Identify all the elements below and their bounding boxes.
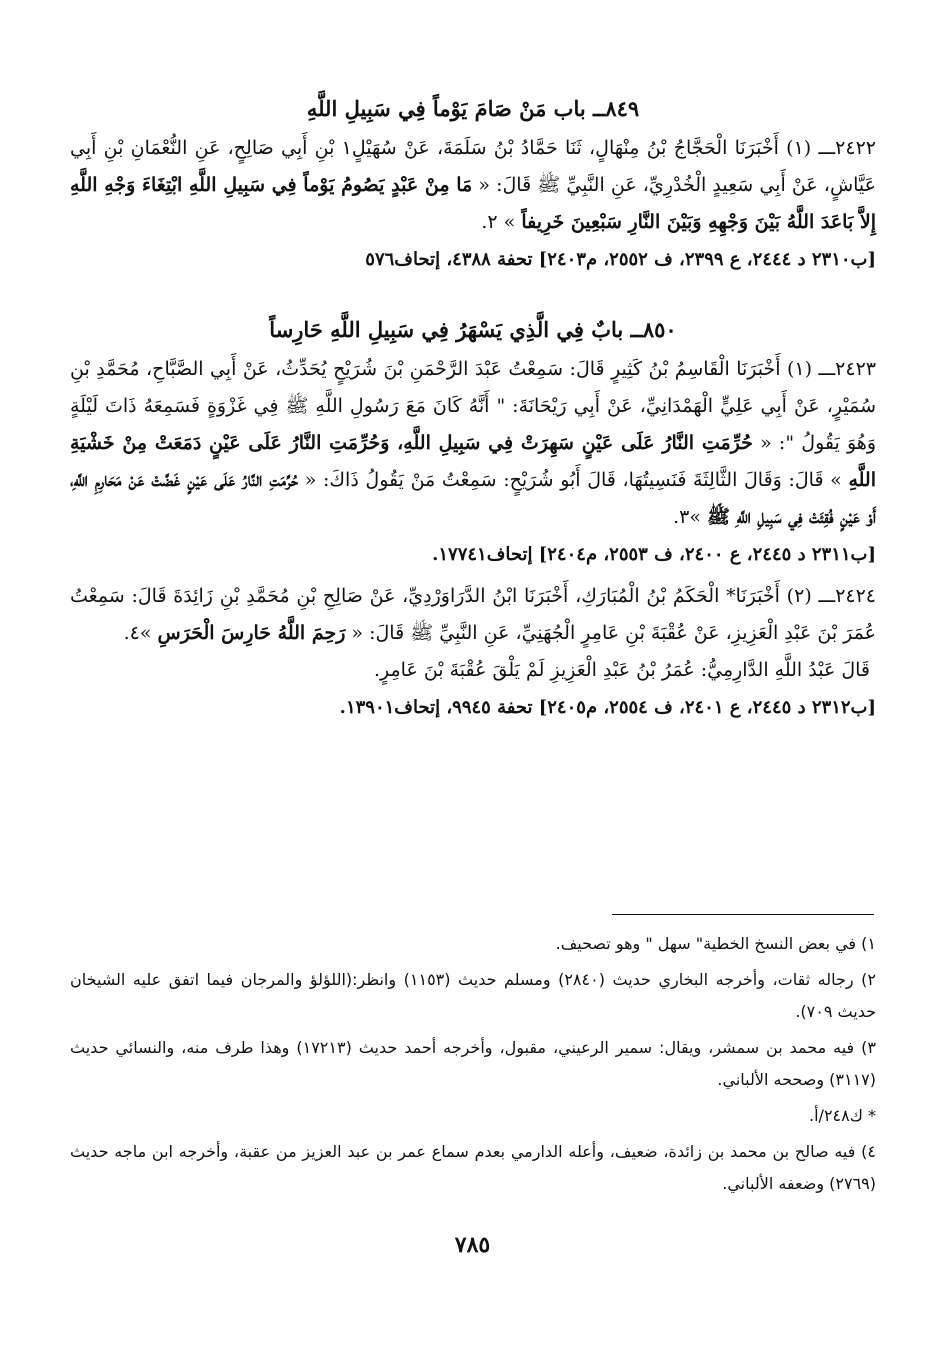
- hadith-2423-matn-1: حُرِّمَتِ النَّارُ عَلَى عَيْنٍ سَهِرَتْ فِي سَبِيلِ اللَّهِ، وَحُرِّمَتِ النَّارُ عَلَى عَيْنٍ دَمَعَتْ مِنْ خَشْيَةِ اللَّهِ: [70, 432, 876, 491]
- chapter-heading-849: ٨٤٩ــ باب مَنْ صَامَ يَوْماً فِي سَبِيلِ اللَّهِ: [306, 96, 640, 121]
- hadith-2424-end: »٤.: [123, 622, 158, 644]
- hadith-2422-reference: [ب٢٣١٠ د ٢٤٤٤، ع ٢٣٩٩، ف ٢٥٥٢، م٢٤٠٣] تحفة ٤٣٨٨، إتحاف٥٧٦: [365, 249, 876, 270]
- darimi-note: قَالَ عَبْدُ اللَّهِ الدَّارِمِيُّ: عُمَرُ بْنُ عَبْدِ الْعَزِيزِ لَمْ يَلْقَ عُقْبَةَ بْنَ عَامِرٍ.: [373, 659, 870, 681]
- hadith-2423: [70, 351, 876, 536]
- chapter-heading-850: ٨٥٠ــ بابٌ فِي الَّذِي يَسْهَرُ فِي سَبِيلِ اللَّهِ حَارِساً: [269, 317, 677, 342]
- hadith-2424-intro: ٢٤٢٤ـــ (٢) أَخْبَرَنَا* الْحَكَمُ بْنُ الْمُبَارَكِ، أَخْبَرَنَا ابْنُ الدَّرَاوَرْدِيِّ، عَنْ صَالِحِ بْنِ مُحَمَّدِ بْنِ زَائِدَةَ قَالَ: سَمِعْتُ عُمَرَ بْنَ عَبْدِ الْعَزِيزِ، عَنْ عُقْبَةَ بْنِ عَامِرٍ الْجُهَنِيِّ، عَنِ النَّبِيِّ ﷺ قَالَ: «: [70, 585, 877, 644]
- footnote-2: ٢) رجاله ثقات، وأخرجه البخاري حديث (٢٨٤٠) ومسلم حديث (١١٥٣) وانظر:(اللؤلؤ والمرجان فيما اتفق عليه الشيخان حديث ٧٠٩).: [70, 970, 876, 1021]
- hadith-2423-end: »٣.: [673, 506, 707, 528]
- hadith-2422-end: » ٢.: [481, 211, 522, 233]
- hadith-2422-matn: مَا مِنْ عَبْدٍ يَصُومُ يَوْماً فِي سَبِيلِ اللَّهِ ابْتِغَاءَ وَجْهِ اللَّهِ إِلاَّ بَاعَدَ اللَّهُ بَيْنَ وَجْهِهِ وَبَيْنَ النَّارِ سَبْعِينَ خَرِيفاً: [70, 174, 876, 233]
- hadith-2423-reference: [ب٢٣١١ د ٢٤٤٥، ع ٢٤٠٠، ف ٢٥٥٣، م٢٤٠٤] إتحاف١٧٧٤١.: [432, 544, 876, 565]
- hadith-2424-reference: [ب٢٣١٢ د ٢٤٤٥، ع ٢٤٠١، ف ٢٥٥٤، م٢٤٠٥] تحفة ٩٩٤٥، إتحاف١٣٩٠١.: [339, 697, 876, 718]
- hadith-2423-matn-2: حُرِّمَتِ النَّارُ عَلَى عَيْنٍ غَضَّتْ عَنْ مَحَارِمِ اللَّهِ، أَوْ عَيْنٍ فُقِئَتْ فِي سَبِيلِ اللَّهِ ﷺ: [70, 469, 876, 528]
- footnote-manuscript-marker: * ك٢٤٨/أ.: [809, 1106, 876, 1125]
- main-text: [70, 92, 876, 725]
- hadith-2424: [70, 578, 876, 652]
- footnote-3: ٣) فيه محمد بن سمشر، ويقال: سمير الرعيني، مقبول، وأخرجه أحمد حديث (١٧٢١٣) وهذا طرف منه، والنسائي حديث (٣١١٧) وصححه الألباني.: [70, 1038, 877, 1089]
- hadith-2424-matn: رَحِمَ اللَّهُ حَارِسَ الْحَرَسِ: [157, 622, 346, 644]
- page-number: ٧٨٥: [454, 1232, 491, 1258]
- hadith-2422: [70, 130, 876, 241]
- footnote-4: ٤) فيه صالح بن محمد بن زائدة، ضعيف، وأعله الدارمي بعدم سماع عمر بن عبد العزيز من عقبة، وأخرجه ابن ماجه حديث (٢٧٦٩) وضعفه الألباني.: [70, 1142, 876, 1193]
- footnote-1: ١) في بعض النسخ الخطية" سهل " وهو تصحيف.: [555, 934, 876, 953]
- hadith-2422-intro: ٢٤٢٢ـــ (١) أَخْبَرَنَا الْحَجَّاجُ بْنُ مِنْهَالٍ، ثَنَا حَمَّادُ بْنُ سَلَمَةَ، عَنْ سُهَيْلٍ١ بْنِ أَبِي صَالِحٍ، عَنِ النُّعْمَانِ بْنِ أَبِي عَيَّاشٍ، عَنْ أَبِي سَعِيدٍ الْخُدْرِيِّ، عَنِ النَّبِيِّ ﷺ قَالَ: «: [70, 137, 876, 196]
- hadith-2423-intro: ٢٤٢٣ـــ (١) أَخْبَرَنَا الْقَاسِمُ بْنُ كَثِيرٍ قَالَ: سَمِعْتُ عَبْدَ الرَّحْمَنِ بْنَ شُرَيْحٍ يُحَدِّثُ، عَنْ أَبِي الصَّبَّاحِ، مُحَمَّدِ بْنِ سُمَيْرٍ، عَنْ أَبِي عَلِيٍّ الْهَمْدَانِيِّ، عَنْ أَبِي رَيْحَانَةَ: " أَنَّهُ كَانَ مَعَ رَسُولِ اللَّهِ ﷺ فِي غَزْوَةٍ فَسَمِعَهُ ذَاتَ لَيْلَةٍ وَهُوَ يَقُولُ ": «: [70, 358, 877, 454]
- footnote-divider: [612, 914, 874, 915]
- footnotes: [70, 928, 876, 1204]
- hadith-2423-mid: » قَالَ: وَقَالَ الثَّالِثَةَ فَنَسِيتُهَا، قَالَ أَبُو شُرَيْحٍ: سَمِعْتُ مَنْ يَقُولُ ذَاكَ: «: [298, 469, 849, 491]
